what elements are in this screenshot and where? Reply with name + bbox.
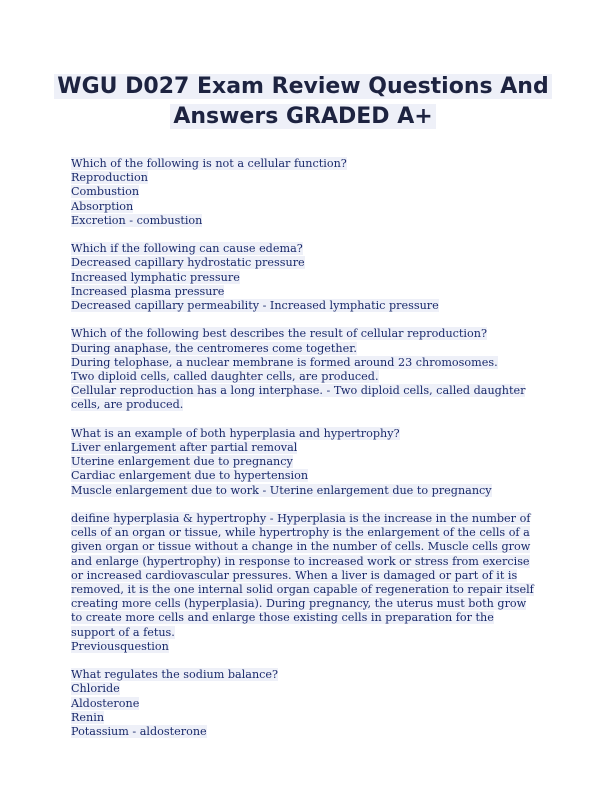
- question-block: [71, 427, 538, 498]
- question-block: [71, 242, 538, 313]
- answer-option: Liver enlargement after partial removal: [71, 441, 298, 455]
- answer-option: Muscle enlargement due to work - Uterine enlargement due to pregnancy: [71, 483, 492, 497]
- question-block: [71, 327, 538, 412]
- answer-option: During anaphase, the centromeres come together.: [71, 341, 357, 355]
- answer-option: Increased lymphatic pressure: [71, 270, 240, 284]
- answer-option: Reproduction: [71, 171, 148, 185]
- question-text: Which of the following best describes the result of cellular reproduction?: [71, 327, 487, 341]
- question-block: [71, 668, 538, 739]
- answer-option: Potassium - aldosterone: [71, 725, 207, 739]
- answer-option: Aldosterone: [71, 696, 140, 710]
- question-text: What is an example of both hyperplasia and hypertrophy?: [71, 426, 400, 440]
- answer-option: Combustion: [71, 185, 140, 199]
- answer-option: Excretion - combustion: [71, 213, 203, 227]
- question-text: What regulates the sodium balance?: [71, 668, 279, 682]
- previous-question-link-text: Previousquestion: [71, 639, 169, 653]
- answer-option: Two diploid cells, called daughter cells, are produced.: [71, 370, 379, 384]
- answer-option: Cardiac enlargement due to hypertension: [71, 469, 309, 483]
- answer-option: Renin: [71, 710, 105, 724]
- title-line-2: Answers GRADED A+: [170, 104, 435, 129]
- question-text: Which of the following is not a cellular function?: [71, 157, 347, 170]
- question-text: Which if the following can cause edema?: [71, 242, 303, 256]
- answer-option: Increased plasma pressure: [71, 284, 225, 298]
- answer-option: Absorption: [71, 199, 134, 213]
- answer-option: Uterine enlargement due to pregnancy: [71, 455, 293, 469]
- question-list: [71, 157, 538, 753]
- question-block: [71, 157, 538, 228]
- title-line-1: WGU D027 Exam Review Questions And: [54, 74, 551, 99]
- answer-option: Decreased capillary permeability - Increased lymphatic pressure: [71, 299, 439, 313]
- page-title: [40, 72, 566, 132]
- definition-text: deifine hyperplasia & hypertrophy - Hyperplasia is the increase in the number of cells of an organ or tissue, while hypertrophy is the enlargement of the cells of a given organ or tissue without a change in the number of cells. Muscle cells grow and enlarge (hypertrophy) in response to increased work or stress from exercise or increased cardiovascular pressures. When a liver is damaged or part of it is removed, it is the one internal solid organ capable of regeneration to repair itself creating more cells (hyperplasia). During pregnancy, the uterus must both grow to create more cells and enlarge those existing cells in preparation for the support of a fetus.: [71, 512, 534, 639]
- answer-option: Chloride: [71, 682, 120, 696]
- answer-option: Cellular reproduction has a long interphase. - Two diploid cells, called daughter cells, are produced.: [71, 384, 526, 412]
- definition-block: [71, 512, 538, 654]
- answer-option: During telophase, a nuclear membrane is formed around 23 chromosomes.: [71, 355, 498, 369]
- answer-option: Decreased capillary hydrostatic pressure: [71, 256, 305, 270]
